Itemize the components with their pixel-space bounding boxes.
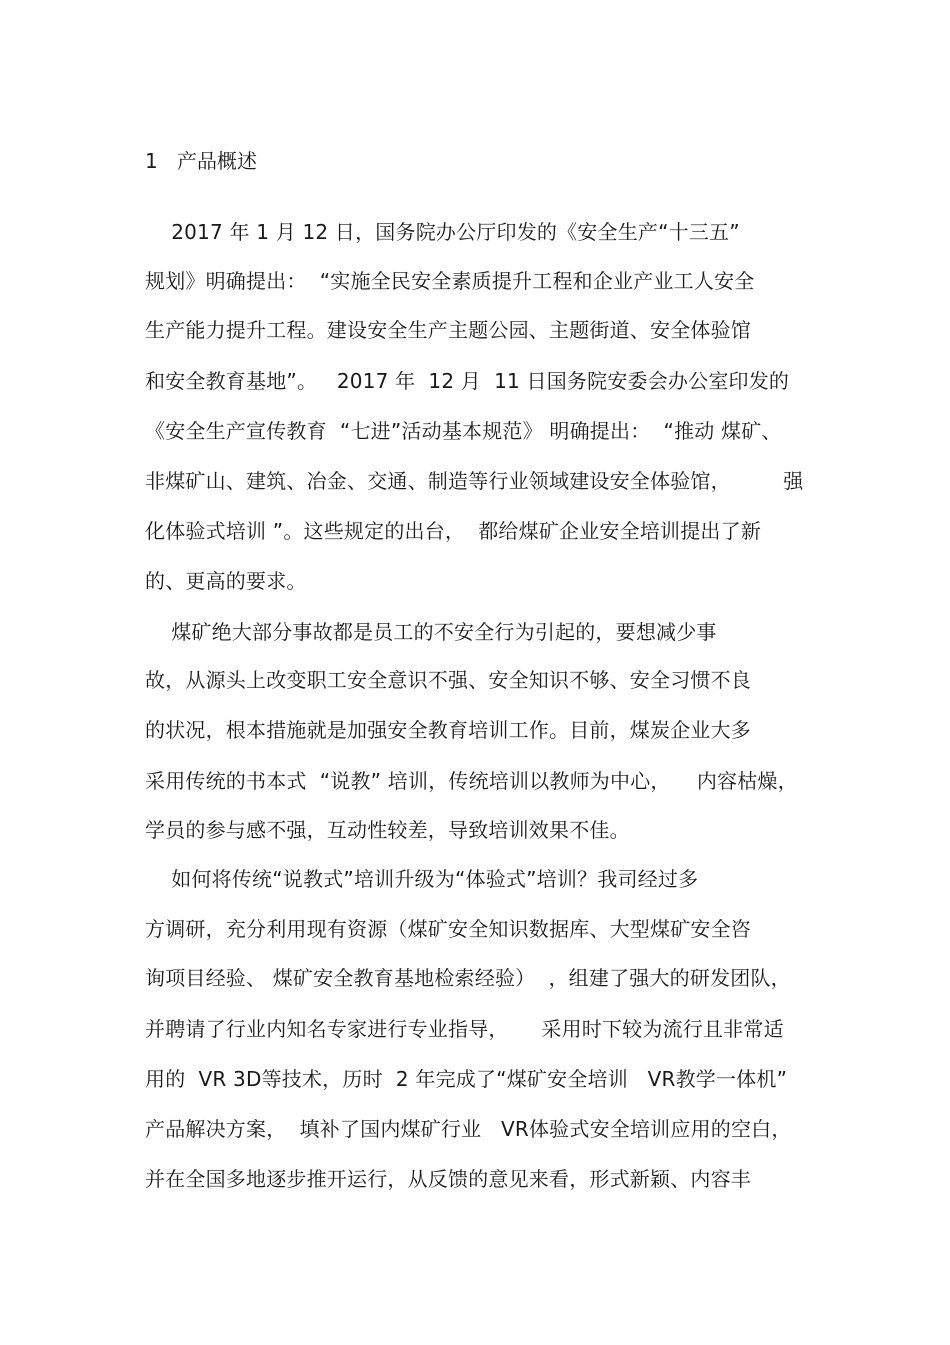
section-heading	[145, 146, 257, 176]
paragraph-2-line-3: 的状况，根本措施就是加强安全教育培训工作。目前，煤炭企业大多	[145, 718, 751, 742]
paragraph-2-line-2: 故，从源头上改变职工安全意识不强、安全知识不够、安全习惯不良	[145, 668, 751, 692]
paragraph-2-line-4: 采用传统的书本式 “说教” 培训，传统培训以教师为中心， 内容枯燥，	[145, 769, 798, 793]
paragraph-1-line-3: 生产能力提升工程。建设安全生产主题公园、主题街道、安全体验馆	[145, 318, 751, 342]
paragraph-1-line-8: 的、更高的要求。	[145, 569, 307, 593]
paragraph-1-line-6: 非煤矿山、建筑、冶金、交通、制造等行业领域建设安全体验馆， 强	[145, 469, 804, 493]
paragraph-2-line-5: 学员的参与感不强，互动性较差，导致培训效果不佳。	[145, 818, 630, 842]
paragraph-1-line-4: 和安全教育基地”。 2017 年 12 月 11 日国务院安委会办公室印发的	[145, 369, 790, 393]
section-title: 产品概述	[177, 149, 257, 173]
paragraph-1-line-1: 2017 年 1 月 12 日，国务院办公厅印发的《安全生产“十三五”	[145, 220, 740, 244]
paragraph-3-line-7: 并在全国多地逐步推开运行，从反馈的意见来看，形式新颖、内容丰	[145, 1167, 751, 1191]
paragraph-3-line-6: 产品解决方案， 填补了国内煤矿行业 VR体验式安全培训应用的空白，	[145, 1117, 792, 1141]
paragraph-3-line-3: 询项目经验、 煤矿安全教育基地检索经验） ，组建了强大的研发团队，	[145, 966, 791, 990]
paragraph-1-line-7: 化体验式培训 ”。这些规定的出台， 都给煤矿企业安全培训提出了新	[145, 519, 762, 543]
section-number: 1	[145, 149, 158, 173]
paragraph-2-line-1: 煤矿绝大部分事故都是员工的不安全行为引起的，要想减少事	[145, 620, 717, 644]
paragraph-1-line-2: 规划》明确提出： “实施全民安全素质提升工程和企业产业工人安全	[145, 269, 755, 293]
paragraph-3-line-4: 并聘请了行业内知名专家进行专业指导， 采用时下较为流行且非常适	[145, 1017, 784, 1041]
paragraph-1-line-5: 《安全生产宣传教育 “七进”活动基本规范》 明确提出： “推动 煤矿、	[145, 419, 782, 443]
paragraph-3-line-5: 用的 VR 3D等技术，历时 2 年完成了“煤矿安全培训 VR教学一体机”	[145, 1067, 788, 1091]
paragraph-3-line-1: 如何将传统“说教式”培训升级为“体验式”培训？我司经过多	[145, 867, 699, 891]
paragraph-3-line-2: 方调研，充分利用现有资源（煤矿安全知识数据库、大型煤矿安全咨	[145, 917, 751, 941]
